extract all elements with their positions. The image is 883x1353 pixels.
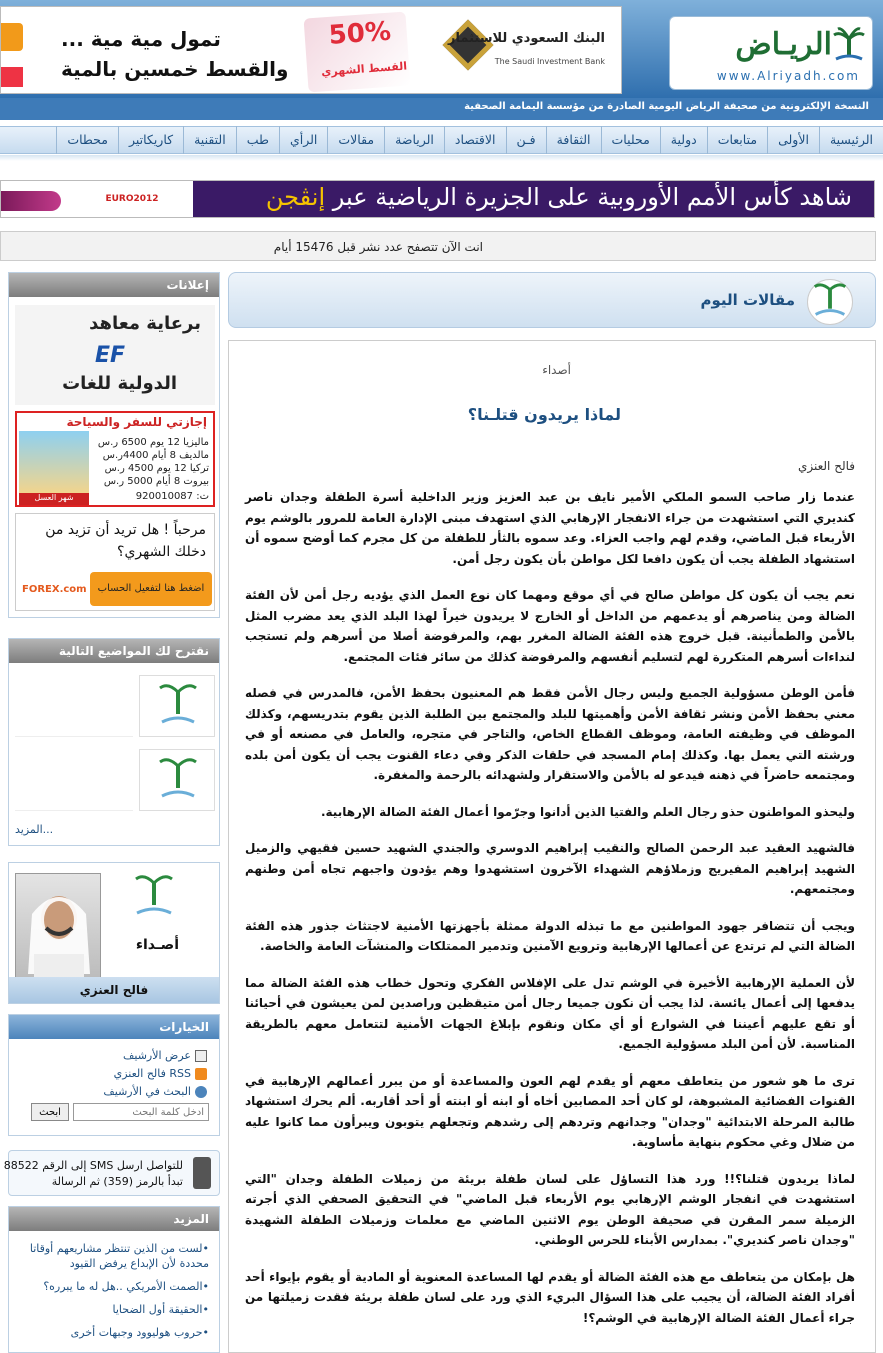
- author-panel: [8, 862, 220, 1004]
- nav-item[interactable]: متابعات: [707, 126, 767, 154]
- nav-item[interactable]: الرأي: [279, 126, 327, 154]
- travel-ad[interactable]: [15, 411, 215, 507]
- palm-logo-icon: [832, 25, 866, 65]
- rss-link[interactable]: [114, 1067, 207, 1080]
- nav-item[interactable]: التقنية: [183, 126, 236, 154]
- nav-item[interactable]: دولية: [660, 126, 707, 154]
- forex-q1: مرحباً ! هل تريد أن تزيد من: [45, 522, 206, 538]
- article-paragraph: هل بإمكان من يتعاطف مع هذه الفئة الضالة أو يقدم لها المساعدة المعنوية أو المادية أو يقوم بإيواء أحد أفراد الفئة الضالة، أن يجيب على هذا السؤال البريء الذي ورد على لسان طفلة بريئة فقدت زميلتها من جراء أعمال الفئة الضالة الإرهابية في الوشم؟!: [245, 1269, 855, 1325]
- suggest-thumbnail[interactable]: [139, 675, 215, 737]
- suggest-item[interactable]: [15, 675, 133, 737]
- rss-icon: [195, 1068, 207, 1080]
- article-paragraph: عندما زار صاحب السمو الملكي الأمير نايف بن عبد العزيز وزير الداخلية أسرة الطفلة وجدان ناصر كنديري التي استشهدت من جراء الانفجار الإرهابي الذي استهدف مبنى الإدارة العامة للمرور بالوشم يوم الأربعاء قبل الماضي، وقدم لهم واجب العزاء. وعد سموه بالثأر للطفلة من كل مجرم كما أوضح سموه أن استشهاد الطفلة يجب أن يكون دافعا لكل مواطن بأن يكون رجل أمن.: [245, 490, 855, 566]
- promo-label: القسط الشهري: [320, 59, 408, 79]
- top-ad-banner[interactable]: [0, 6, 622, 94]
- article-paragraph: فأمن الوطن مسؤولية الجميع وليس رجال الأمن فقط هم المعنيون بحفظ الأمن، فالمدرس في فصله معني بحفظ الأمن ونشر ثقافة الأمن وأهميتها للبلد والمجتمع بين الطلبة الذين يقوم بتدريسهم، وكذلك الموظف في وظيفته العامة، وموظف القطاع الخاص، والتاجر في متجره، والعامل في مصنعه أو في ورشته التي يعمل بها. وكذلك إمام المسجد في حلقات الذكر وفي دعاء القنوت يجب أن يكون أمن بلده ومجتمعه حاضراً في ذهنه فيدعو له بالأمن والاستقرار ولشهدائه بالرحمة والمغفرة.: [245, 686, 855, 782]
- rss-label: RSS فالح العنزي: [113, 1067, 191, 1080]
- article-body: [245, 487, 855, 1344]
- article-paragraph: نعم يجب أن يكون كل مواطن صالح في أي موقع ومهما كان نوع العمل الذي يؤديه رجل أمن لأن الفئة الضالة ومن يناصرهم أو يدعمهم من الداخل أو الخارج لا يريدون خيراً لهذا البلد الذي يعد مضرب المثل بالأمن والطمأنينة. قبل خروج هذه الفئة الضالة المغرر بهم، والمرفوضة أصلا من أسرهم ولم تستجب لنداءات أسرهم المتكررة لهم لتسليم أنفسهم والمرفوضة كذلك من سائر فئات المجتمع.: [245, 588, 855, 664]
- bank-name-en: The Saudi Investment Bank: [494, 57, 605, 66]
- nav-shadow: [0, 155, 883, 161]
- phone-icon: [193, 1157, 211, 1189]
- nav-item[interactable]: طب: [236, 126, 279, 154]
- more-article-link[interactable]: • الصمت الأمريكي ..هل له ما يبرره؟: [13, 1279, 209, 1294]
- travel-line: بيروت 8 أيام 5000 ر.س: [103, 476, 209, 487]
- palm-logo-icon: [129, 871, 179, 921]
- ad-ribbon: [1, 191, 61, 211]
- palm-logo-icon: [808, 280, 852, 324]
- archive-link[interactable]: [123, 1049, 207, 1062]
- nav-item[interactable]: الرئيسية: [819, 126, 883, 154]
- ef-line1: برعاية معاهد: [89, 313, 201, 334]
- euro-logo: EURO2012: [97, 183, 167, 215]
- section-header: [228, 272, 876, 328]
- promo-line-1: تمول مية مية ...: [61, 27, 221, 51]
- travel-line: ماليزيا 12 يوم 6500 ر.س: [97, 437, 209, 448]
- article-paragraph: وليحذو المواطنون حذو رجال العلم والفتيا الذين أدانوا وجرّموا أعمال الفئة الضالة الإرهابية.: [320, 804, 855, 819]
- palm-logo-icon: [140, 750, 216, 812]
- globe-icon: [195, 1086, 207, 1098]
- nav-item[interactable]: كاريكاتير: [118, 126, 183, 154]
- nav-item[interactable]: الأولى: [767, 126, 819, 154]
- nav-item[interactable]: الثقافة: [546, 126, 601, 154]
- nav-item[interactable]: الاقتصاد: [444, 126, 506, 154]
- article-title: لماذا يريدون قتلـنا؟: [467, 405, 621, 424]
- ef-line2: الدولية للغات: [62, 373, 177, 394]
- palm-logo-icon: [140, 676, 216, 738]
- ad-tab: [1, 23, 23, 51]
- forex-logo: FOREX.com: [22, 584, 87, 595]
- author-photo: [15, 873, 101, 979]
- author-name[interactable]: فالح العنزي: [9, 977, 219, 1003]
- article-paragraph: ويجب أن تتضافر جهود المواطنين مع ما تبذله الدولة ممثلة بأجهزتها الأمنية لاجتثاث جذور هذه الفئة الضالة التي لم ترتدع عن أعمالها الإرهابية وترويع الآمنين وتدمير الممتلكات والمنشآت العامة والخاصة.: [245, 918, 855, 953]
- nav-item[interactable]: محليات: [601, 126, 660, 154]
- euro-ad-banner[interactable]: [0, 180, 875, 218]
- article-paragraph: لأن العملية الإرهابية الأخيرة في الوشم تدل على الإفلاس الفكري وتحول خطاب هذه الفئة الضالة مما يدفعها إلى أعمال يائسة. لذا يجب أن نكون جميعا رجال أمن متيقظين وراصدين لمن يعيشون في أحيائنا أو تقع عليهم أعيننا في الشوارع أو أي مكان ونقوم بإبلاغ الجهات الأمنية لتتعامل معهم بالطريقة المناسبة. لأن أمن البلد مسؤولية الجميع.: [245, 975, 855, 1051]
- banner-brand: إنڤجن: [265, 183, 326, 211]
- article-paragraph: لماذا يريدون قتلنا؟!! ورد هذا التساؤل على لسان طفلة بريئة من زميلات الطفلة وجدان "التي استشهدت في انفجار الوشم الإرهابي يوم الأربعاء قبل الماضي" في التحقيق الصحفي الذي أجرته الزميلة سمر المقرن في صحيفة الوطن يوم الاثنين الماضي مع معلمات وزميلات الطفلة الشهيدة "وجدان ناصر كنديري". بمدارس الأبناء للحرس الوطني.: [245, 1171, 855, 1247]
- search-archive-label: البحث في الأرشيف: [103, 1085, 191, 1098]
- ad-badge: [1, 67, 23, 87]
- logo-text: الريـاض: [735, 27, 832, 62]
- banner-main-text: شاهد كأس الأمم الأوروبية على الجزيرة الرياضية عبر: [332, 183, 852, 211]
- suggest-panel: [8, 638, 220, 846]
- nav-item[interactable]: فـن: [506, 126, 546, 154]
- forex-ad[interactable]: [15, 513, 215, 611]
- counter-text: انت الآن تتصفح عدد نشر قبل 15476 أيام: [273, 240, 483, 254]
- author-column: أصـداء: [135, 937, 179, 953]
- article: [228, 340, 876, 1353]
- more-link[interactable]: المزيد...: [15, 823, 54, 836]
- days-counter: [0, 231, 876, 261]
- article-column[interactable]: أصداء: [542, 363, 571, 377]
- search-button[interactable]: ابحث: [31, 1103, 69, 1121]
- site-tagline: النسخة الإلكترونية من صحيفة الرياض اليومية الصادرة من مؤسسة اليمامة الصحفية: [464, 101, 869, 112]
- article-paragraph: فالشهيد العقيد عبد الرحمن الصالح والنقيب إبراهيم الدوسري والجندي الشهيد حسين فقيهي والزميل الشهيد إبراهيم المفيريج وزملاؤهم الشهداء الآخرون استشهدوا وهم يؤدون واجبهم تجاه أمن وطنهم ومجتمعهم.: [245, 841, 855, 896]
- travel-line: تركيا 12 يوم 4500 ر.س: [104, 463, 209, 474]
- section-emblem: [807, 279, 853, 325]
- travel-title: إجازتي للسفر والسياحة: [66, 415, 207, 429]
- more-title: المزيد: [9, 1207, 219, 1231]
- sms-line2: تبدأ بالرمز (359) ثم الرسالة: [51, 1175, 183, 1188]
- travel-line: مالديف 8 أيام 4400ر.س: [102, 450, 209, 461]
- sms-panel: [3, 1150, 220, 1196]
- banner-text: [266, 183, 852, 211]
- search-input[interactable]: [73, 1103, 209, 1121]
- more-article-link[interactable]: • الحقيقة أول الضحايا: [13, 1302, 209, 1317]
- archive-label: عرض الأرشيف: [123, 1049, 191, 1062]
- beach-image: [19, 431, 89, 495]
- promo-tag: [304, 12, 411, 93]
- person-icon: [16, 874, 102, 980]
- suggest-item[interactable]: [15, 749, 133, 811]
- section-title: مقالات اليوم: [700, 291, 795, 309]
- travel-phone: ت: 920010087: [135, 491, 209, 502]
- options-panel: [8, 1014, 220, 1136]
- nav-item[interactable]: محطات: [56, 126, 118, 154]
- article-author: فالح العنزي: [797, 459, 855, 473]
- nav-item[interactable]: مقالات: [327, 126, 384, 154]
- travel-footer: شهر العسل: [19, 493, 89, 505]
- article-paragraph: ترى ما هو شعور من يتعاطف معهم أو يقدم لهم العون والمساعدة أو من يبرر أعمالهم الإرهابية في القنوات الفضائية المشبوهة، لو كان أحد المصابين أخاه أو ابنه أو ابنته أو أحد أقاربه. ألم يحرك استشهاد طالبة المرحلة الابتدائية "وجدان" وجدانهم وتردهم إلى رشدهم وتجعلهم يتوبون ويبرأون مما كانوا عليه من ضلال وغي محكوم بنهاية مأساوية.: [245, 1073, 855, 1149]
- suggest-title: نقترح لك المواضيع التالية: [9, 639, 219, 663]
- ads-panel: [8, 272, 220, 618]
- search-archive-link[interactable]: [103, 1085, 207, 1098]
- logo-url: www.Alriyadh.com: [716, 69, 860, 83]
- ads-title: إعلانات: [9, 273, 219, 297]
- sms-line1: للتواصل ارسل SMS إلى الرقم 88522: [3, 1159, 183, 1172]
- more-article-link[interactable]: • حروب هوليوود وجبهات أخرى: [13, 1325, 209, 1340]
- more-article-link[interactable]: • لست من الذين تنتظر مشاريعهم أوقاتا محددة لأن الإبداع يرفض القيود: [13, 1241, 209, 1271]
- ef-ad[interactable]: [15, 305, 215, 405]
- more-panel: [8, 1206, 220, 1353]
- promo-percent: 50%: [327, 16, 392, 51]
- nav-item[interactable]: الرياضة: [384, 126, 444, 154]
- forex-activate-button[interactable]: اضغط هنا لتفعيل الحساب: [90, 572, 212, 606]
- options-title: الخيارات: [9, 1015, 219, 1039]
- suggest-thumbnail[interactable]: [139, 749, 215, 811]
- main-nav: [0, 126, 883, 154]
- ef-logo: EF: [95, 343, 126, 368]
- bank-name-ar: البنك السعودي للاستثمار: [448, 31, 605, 46]
- forex-q2: دخلك الشهري؟: [117, 544, 206, 560]
- archive-icon: [195, 1050, 207, 1062]
- site-logo[interactable]: [669, 16, 873, 90]
- promo-line-2: والقسط خمسين بالمية: [61, 57, 289, 81]
